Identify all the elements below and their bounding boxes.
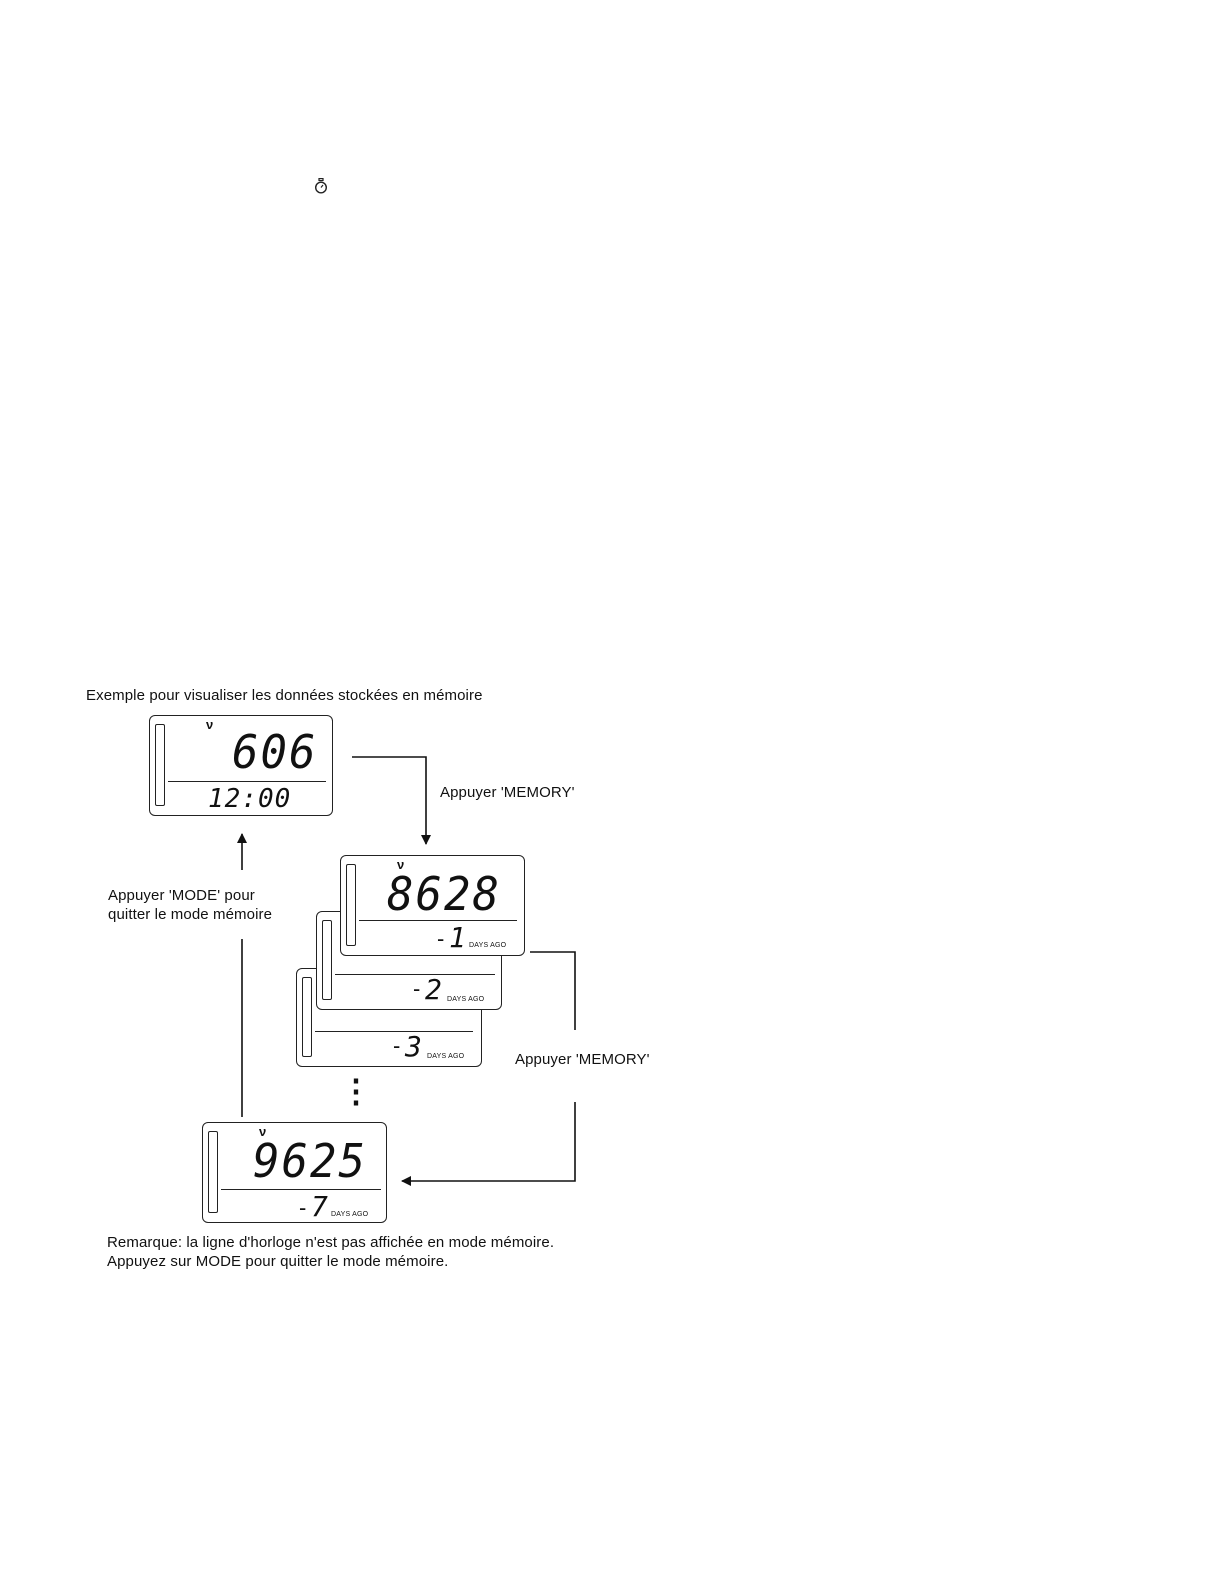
lcd-progress-bar xyxy=(155,724,165,806)
lcd-progress-bar xyxy=(346,864,356,946)
clock-readout: 12:00 xyxy=(208,784,292,814)
step-count: 8628 xyxy=(387,867,501,922)
lcd-divider xyxy=(221,1189,381,1190)
more-displays-ellipsis: ⋮ xyxy=(340,1073,372,1109)
lcd-divider xyxy=(315,1031,473,1032)
step-mark: ν xyxy=(397,857,405,872)
day-sign: - xyxy=(393,1033,401,1058)
days-ago-label: DAYS AGO xyxy=(469,942,507,949)
press-memory-label-1: Appuyer 'MEMORY' xyxy=(440,784,575,801)
step-mark: ν xyxy=(206,717,214,732)
lcd-progress-bar xyxy=(208,1131,218,1213)
note-line-1: Remarque: la ligne d'horloge n'est pas affichée en mode mémoire. xyxy=(107,1234,555,1251)
day-number: 3 xyxy=(405,1030,422,1063)
lcd-divider xyxy=(168,781,326,782)
lcd-memory-7 xyxy=(202,1122,387,1223)
lcd-divider xyxy=(359,920,517,921)
arrow-to-memory-1 xyxy=(352,757,426,844)
step-count: 606 xyxy=(232,725,318,780)
days-ago-label: DAYS AGO xyxy=(427,1053,465,1060)
arrow-memory-stack-right xyxy=(530,952,575,1030)
day-number: 1 xyxy=(449,921,466,954)
press-mode-label-line-1: Appuyer 'MODE' pour xyxy=(108,887,255,904)
day-sign: - xyxy=(299,1195,307,1220)
press-memory-label-2: Appuyer 'MEMORY' xyxy=(515,1051,650,1068)
press-mode-label-line-2: quitter le mode mémoire xyxy=(108,906,273,923)
lcd-progress-bar xyxy=(302,977,312,1057)
step-count: 9625 xyxy=(253,1134,367,1189)
days-ago-label: DAYS AGO xyxy=(331,1211,369,1218)
days-ago-label: DAYS AGO xyxy=(447,996,485,1003)
lcd-progress-bar xyxy=(322,920,332,1000)
note-line-2: Appuyez sur MODE pour quitter le mode mémoire. xyxy=(107,1253,449,1270)
diagram-title: Exemple pour visualiser les données stockées en mémoire xyxy=(86,687,483,704)
day-number: 7 xyxy=(311,1190,328,1223)
day-sign: - xyxy=(413,976,421,1001)
lcd-current xyxy=(149,715,333,816)
day-sign: - xyxy=(437,926,445,951)
step-mark: ν xyxy=(259,1124,267,1139)
arrow-to-last-display xyxy=(402,1102,575,1181)
day-number: 2 xyxy=(425,973,442,1006)
lcd-memory-1 xyxy=(340,855,525,956)
lcd-divider xyxy=(335,974,495,975)
